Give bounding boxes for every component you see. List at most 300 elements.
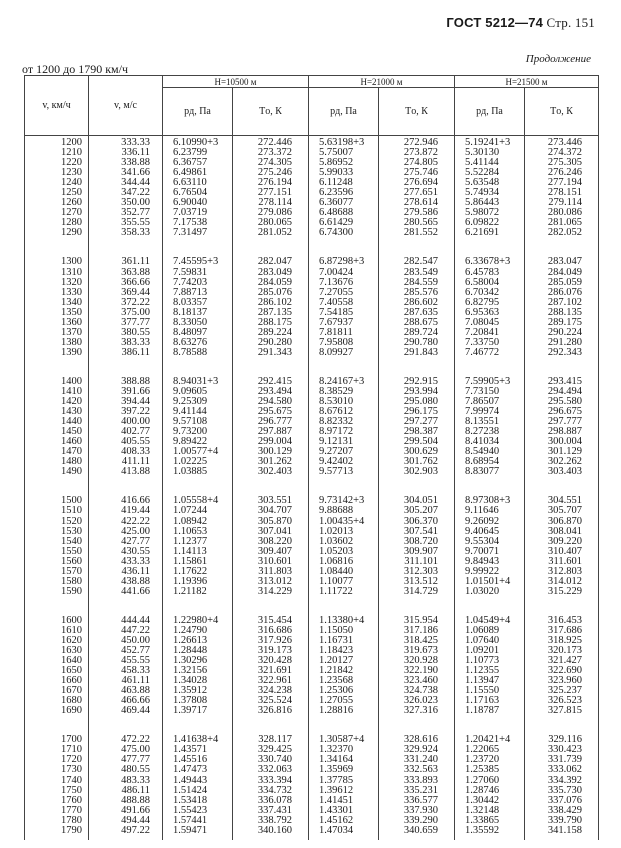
pressure-cell: 7.17538	[163, 218, 233, 228]
speed-kmh-cell: 1330	[25, 288, 89, 298]
speed-kmh-cell: 1600	[25, 616, 89, 626]
speed-kmh-cell: 1740	[25, 776, 89, 786]
pressure-cell: 1.18787	[455, 706, 525, 716]
temperature-cell: 321.427	[525, 656, 599, 666]
temperature-cell: 280.565	[379, 218, 455, 228]
speed-ms-cell: 408.33	[89, 447, 163, 457]
gap-cell	[525, 238, 599, 257]
pressure-cell: 6.63110	[163, 178, 233, 188]
pressure-cell: 6.70342	[455, 288, 525, 298]
pressure-cell: 1.43571	[163, 745, 233, 755]
speed-ms-cell: 463.88	[89, 686, 163, 696]
temperature-cell: 318.925	[525, 636, 599, 646]
speed-ms-cell: 491.66	[89, 806, 163, 816]
speed-kmh-cell: 1660	[25, 676, 89, 686]
table-row	[25, 168, 599, 178]
gap-cell	[25, 358, 89, 377]
speed-ms-cell: 363.88	[89, 268, 163, 278]
temperature-cell: 309.407	[233, 547, 309, 557]
temperature-cell: 302.403	[233, 467, 309, 477]
speed-ms-cell: 466.66	[89, 696, 163, 706]
table-row	[25, 397, 599, 407]
pressure-cell: 9.40645	[455, 527, 525, 537]
table-row	[25, 148, 599, 158]
pressure-cell: 1.37808	[163, 696, 233, 706]
pressure-cell: 1.15861	[163, 557, 233, 567]
pressure-cell: 1.21182	[163, 587, 233, 597]
table-row	[25, 506, 599, 516]
col-header-temperature: Tо, К	[525, 88, 599, 136]
speed-kmh-cell: 1340	[25, 298, 89, 308]
table-row	[25, 656, 599, 666]
speed-kmh-cell: 1700	[25, 735, 89, 745]
pressure-cell: 6.61429	[309, 218, 379, 228]
temperature-cell: 284.059	[233, 278, 309, 288]
table-row	[25, 328, 599, 338]
pressure-cell: 9.73142+3	[309, 496, 379, 506]
table-row	[25, 826, 599, 840]
pressure-cell: 1.43301	[309, 806, 379, 816]
pressure-cell: 5.41144	[455, 158, 525, 168]
speed-ms-cell: 497.22	[89, 826, 163, 840]
pressure-cell: 6.09822	[455, 218, 525, 228]
temperature-cell: 318.425	[379, 636, 455, 646]
pressure-cell: 9.84943	[455, 557, 525, 567]
pressure-cell: 1.03885	[163, 467, 233, 477]
pressure-cell: 8.33050	[163, 318, 233, 328]
pressure-cell: 1.04549+4	[455, 616, 525, 626]
speed-kmh-cell: 1280	[25, 218, 89, 228]
pressure-cell: 1.53418	[163, 796, 233, 806]
speed-kmh-cell: 1320	[25, 278, 89, 288]
speed-ms-cell: 400.00	[89, 417, 163, 427]
speed-ms-cell: 358.33	[89, 228, 163, 238]
pressure-cell: 1.23568	[309, 676, 379, 686]
col-header-v-ms: v, м/с	[89, 76, 163, 136]
pressure-cell: 6.82795	[455, 298, 525, 308]
pressure-cell: 9.88688	[309, 506, 379, 516]
table-row	[25, 676, 599, 686]
pressure-cell: 7.67937	[309, 318, 379, 328]
speed-kmh-cell: 1430	[25, 407, 89, 417]
temperature-cell: 333.893	[379, 776, 455, 786]
temperature-cell: 336.078	[233, 796, 309, 806]
speed-kmh-cell: 1680	[25, 696, 89, 706]
table-row	[25, 417, 599, 427]
pressure-cell: 8.83077	[455, 467, 525, 477]
table-row	[25, 786, 599, 796]
speed-ms-cell: 430.55	[89, 547, 163, 557]
gap-cell	[309, 477, 379, 496]
gap-cell	[163, 716, 233, 735]
gap-cell	[233, 358, 309, 377]
speed-ms-cell: 461.11	[89, 676, 163, 686]
speed-ms-cell: 469.44	[89, 706, 163, 716]
speed-ms-cell: 452.77	[89, 646, 163, 656]
temperature-cell: 282.047	[233, 257, 309, 267]
temperature-cell: 324.238	[233, 686, 309, 696]
temperature-cell: 338.792	[233, 816, 309, 826]
pressure-cell: 1.39717	[163, 706, 233, 716]
temperature-cell: 274.372	[525, 148, 599, 158]
temperature-cell: 294.494	[525, 387, 599, 397]
temperature-cell: 316.686	[233, 626, 309, 636]
pressure-cell: 5.99033	[309, 168, 379, 178]
pressure-cell: 6.49861	[163, 168, 233, 178]
pressure-cell: 1.20421+4	[455, 735, 525, 745]
table-row	[25, 387, 599, 397]
pressure-cell: 7.81811	[309, 328, 379, 338]
temperature-cell: 290.224	[525, 328, 599, 338]
speed-ms-cell: 450.00	[89, 636, 163, 646]
pressure-cell: 1.30442	[455, 796, 525, 806]
temperature-cell: 314.012	[525, 577, 599, 587]
pressure-cell: 1.35969	[309, 765, 379, 775]
speed-ms-cell: 419.44	[89, 506, 163, 516]
temperature-cell: 301.129	[525, 447, 599, 457]
table-row	[25, 776, 599, 786]
table-row	[25, 696, 599, 706]
speed-ms-cell: 436.11	[89, 567, 163, 577]
table-row	[25, 338, 599, 348]
temperature-cell: 311.101	[379, 557, 455, 567]
speed-kmh-cell: 1620	[25, 636, 89, 646]
temperature-cell: 279.114	[525, 198, 599, 208]
pressure-cell: 1.01501+4	[455, 577, 525, 587]
temperature-cell: 326.523	[525, 696, 599, 706]
temperature-cell: 289.724	[379, 328, 455, 338]
speed-kmh-cell: 1240	[25, 178, 89, 188]
temperature-cell: 292.915	[379, 377, 455, 387]
pressure-cell: 6.36757	[163, 158, 233, 168]
table-row	[25, 467, 599, 477]
temperature-cell: 305.707	[525, 506, 599, 516]
pressure-cell: 1.06089	[455, 626, 525, 636]
temperature-cell: 329.924	[379, 745, 455, 755]
pressure-cell: 9.42402	[309, 457, 379, 467]
pressure-cell: 5.63548	[455, 178, 525, 188]
temperature-cell: 300.129	[233, 447, 309, 457]
pressure-cell: 8.27238	[455, 427, 525, 437]
pressure-cell: 1.21842	[309, 666, 379, 676]
pressure-cell: 9.73200	[163, 427, 233, 437]
pressure-cell: 7.45595+3	[163, 257, 233, 267]
temperature-cell: 294.580	[233, 397, 309, 407]
gap-cell	[309, 358, 379, 377]
speed-kmh-cell: 1400	[25, 377, 89, 387]
temperature-cell: 289.224	[233, 328, 309, 338]
temperature-cell: 341.158	[525, 826, 599, 840]
gap-cell	[379, 238, 455, 257]
temperature-cell: 323.960	[525, 676, 599, 686]
pressure-cell: 6.74300	[309, 228, 379, 238]
temperature-cell: 331.240	[379, 755, 455, 765]
pressure-cell: 1.41451	[309, 796, 379, 806]
speed-kmh-cell: 1370	[25, 328, 89, 338]
temperature-cell: 317.186	[379, 626, 455, 636]
speed-kmh-cell: 1750	[25, 786, 89, 796]
temperature-cell: 281.552	[379, 228, 455, 238]
pressure-cell: 8.78588	[163, 348, 233, 358]
speed-ms-cell: 425.00	[89, 527, 163, 537]
table-row	[25, 616, 599, 626]
pressure-cell: 6.95363	[455, 308, 525, 318]
speed-kmh-cell: 1510	[25, 506, 89, 516]
speed-ms-cell: 380.55	[89, 328, 163, 338]
gap-cell	[163, 238, 233, 257]
speed-ms-cell: 372.22	[89, 298, 163, 308]
pressure-cell: 8.63276	[163, 338, 233, 348]
pressure-cell: 1.32370	[309, 745, 379, 755]
temperature-cell: 329.425	[233, 745, 309, 755]
gap-cell	[379, 716, 455, 735]
pressure-cell: 6.23596	[309, 188, 379, 198]
speed-ms-cell: 338.88	[89, 158, 163, 168]
speed-kmh-cell: 1650	[25, 666, 89, 676]
pressure-cell: 1.03020	[455, 587, 525, 597]
temperature-cell: 337.930	[379, 806, 455, 816]
temperature-cell: 307.541	[379, 527, 455, 537]
pressure-cell: 8.68954	[455, 457, 525, 467]
speed-kmh-cell: 1640	[25, 656, 89, 666]
pressure-cell: 1.17622	[163, 567, 233, 577]
pressure-cell: 7.99974	[455, 407, 525, 417]
pressure-cell: 7.59831	[163, 268, 233, 278]
speed-kmh-cell: 1550	[25, 547, 89, 557]
temperature-cell: 281.065	[525, 218, 599, 228]
pressure-cell: 5.63198+3	[309, 136, 379, 149]
speed-kmh-cell: 1560	[25, 557, 89, 567]
speed-ms-cell: 394.44	[89, 397, 163, 407]
pressure-cell: 1.22980+4	[163, 616, 233, 626]
pressure-cell: 6.48688	[309, 208, 379, 218]
pressure-cell: 1.12355	[455, 666, 525, 676]
temperature-cell: 321.691	[233, 666, 309, 676]
temperature-cell: 293.415	[525, 377, 599, 387]
temperature-cell: 280.086	[525, 208, 599, 218]
speed-range-label: от 1200 до 1790 км/ч	[22, 62, 128, 76]
temperature-cell: 322.690	[525, 666, 599, 676]
pressure-cell: 7.13676	[309, 278, 379, 288]
temperature-cell: 339.290	[379, 816, 455, 826]
temperature-cell: 340.160	[233, 826, 309, 840]
speed-ms-cell: 433.33	[89, 557, 163, 567]
temperature-cell: 320.928	[379, 656, 455, 666]
speed-kmh-cell: 1200	[25, 136, 89, 149]
pressure-cell: 1.15550	[455, 686, 525, 696]
group-header-3: H=21500 м	[455, 76, 599, 88]
temperature-cell: 309.907	[379, 547, 455, 557]
speed-ms-cell: 472.22	[89, 735, 163, 745]
speed-kmh-cell: 1760	[25, 796, 89, 806]
col-header-v-kmh: v, км/ч	[25, 76, 89, 136]
col-header-temperature: Tо, К	[379, 88, 455, 136]
temperature-cell: 284.049	[525, 268, 599, 278]
pressure-cell: 8.09927	[309, 348, 379, 358]
temperature-cell: 277.651	[379, 188, 455, 198]
temperature-cell: 339.790	[525, 816, 599, 826]
speed-kmh-cell: 1460	[25, 437, 89, 447]
temperature-cell: 284.559	[379, 278, 455, 288]
table-row	[25, 706, 599, 716]
temperature-cell: 273.872	[379, 148, 455, 158]
pressure-cell: 1.27060	[455, 776, 525, 786]
gap-cell	[309, 238, 379, 257]
pressure-cell: 8.38529	[309, 387, 379, 397]
pressure-cell: 1.10773	[455, 656, 525, 666]
gap-cell	[309, 716, 379, 735]
temperature-cell: 290.780	[379, 338, 455, 348]
temperature-cell: 283.049	[233, 268, 309, 278]
standard-number: ГОСТ 5212—74	[446, 15, 544, 30]
speed-ms-cell: 347.22	[89, 188, 163, 198]
speed-ms-cell: 494.44	[89, 816, 163, 826]
temperature-cell: 315.229	[525, 587, 599, 597]
pressure-cell: 7.54185	[309, 308, 379, 318]
pressure-cell: 9.25309	[163, 397, 233, 407]
speed-kmh-cell: 1410	[25, 387, 89, 397]
pressure-cell: 8.54940	[455, 447, 525, 457]
speed-kmh-cell: 1500	[25, 496, 89, 506]
temperature-cell: 292.343	[525, 348, 599, 358]
speed-kmh-cell: 1310	[25, 268, 89, 278]
temperature-cell: 308.041	[525, 527, 599, 537]
pressure-cell: 1.35912	[163, 686, 233, 696]
temperature-cell: 277.194	[525, 178, 599, 188]
temperature-cell: 299.004	[233, 437, 309, 447]
temperature-cell: 330.740	[233, 755, 309, 765]
speed-ms-cell: 405.55	[89, 437, 163, 447]
speed-ms-cell: 416.66	[89, 496, 163, 506]
table-row	[25, 745, 599, 755]
speed-kmh-cell: 1780	[25, 816, 89, 826]
table-row	[25, 557, 599, 567]
pressure-cell: 1.06816	[309, 557, 379, 567]
pressure-cell: 1.08440	[309, 567, 379, 577]
speed-kmh-cell: 1690	[25, 706, 89, 716]
table-row	[25, 567, 599, 577]
pressure-cell: 1.13947	[455, 676, 525, 686]
temperature-cell: 306.870	[525, 517, 599, 527]
table-gap-row	[25, 597, 599, 616]
temperature-cell: 314.729	[379, 587, 455, 597]
pressure-cell: 1.47473	[163, 765, 233, 775]
table-row	[25, 257, 599, 267]
pressure-cell: 1.30587+4	[309, 735, 379, 745]
gap-cell	[233, 716, 309, 735]
temperature-cell: 273.446	[525, 136, 599, 149]
pressure-cell: 1.35592	[455, 826, 525, 840]
pressure-cell: 1.33865	[455, 816, 525, 826]
pressure-cell: 8.97172	[309, 427, 379, 437]
temperature-cell: 331.739	[525, 755, 599, 765]
group-header-2: H=21000 м	[309, 76, 455, 88]
pressure-cell: 8.94031+3	[163, 377, 233, 387]
speed-ms-cell: 391.66	[89, 387, 163, 397]
pressure-cell: 1.05558+4	[163, 496, 233, 506]
pressure-cell: 1.14113	[163, 547, 233, 557]
speed-kmh-cell: 1540	[25, 537, 89, 547]
temperature-cell: 334.392	[525, 776, 599, 786]
speed-kmh-cell: 1670	[25, 686, 89, 696]
pressure-cell: 1.32156	[163, 666, 233, 676]
pressure-cell: 7.00424	[309, 268, 379, 278]
pressure-cell: 7.20841	[455, 328, 525, 338]
temperature-cell: 297.887	[233, 427, 309, 437]
pressure-cell: 5.52284	[455, 168, 525, 178]
speed-kmh-cell: 1300	[25, 257, 89, 267]
temperature-cell: 276.694	[379, 178, 455, 188]
speed-ms-cell: 386.11	[89, 348, 163, 358]
pressure-cell: 6.76504	[163, 188, 233, 198]
pressure-cell: 5.30130	[455, 148, 525, 158]
pressure-cell: 1.05203	[309, 547, 379, 557]
pressure-cell: 1.10077	[309, 577, 379, 587]
temperature-cell: 330.423	[525, 745, 599, 755]
temperature-cell: 311.803	[233, 567, 309, 577]
speed-ms-cell: 441.66	[89, 587, 163, 597]
speed-ms-cell: 350.00	[89, 198, 163, 208]
temperature-cell: 286.076	[525, 288, 599, 298]
speed-ms-cell: 413.88	[89, 467, 163, 477]
col-header-temperature: Tо, К	[233, 88, 309, 136]
pressure-cell: 7.73150	[455, 387, 525, 397]
pressure-cell: 8.03357	[163, 298, 233, 308]
pressure-cell: 1.23720	[455, 755, 525, 765]
pressure-cell: 9.89422	[163, 437, 233, 447]
temperature-cell: 310.601	[233, 557, 309, 567]
pressure-cell: 6.87298+3	[309, 257, 379, 267]
table-row	[25, 198, 599, 208]
speed-kmh-cell: 1730	[25, 765, 89, 775]
speed-ms-cell: 444.44	[89, 616, 163, 626]
table-row	[25, 228, 599, 238]
temperature-cell: 311.601	[525, 557, 599, 567]
gap-cell	[89, 597, 163, 616]
pressure-cell: 1.45162	[309, 816, 379, 826]
temperature-cell: 308.720	[379, 537, 455, 547]
temperature-cell: 277.151	[233, 188, 309, 198]
table-row	[25, 288, 599, 298]
pressure-cell: 9.11646	[455, 506, 525, 516]
temperature-cell: 291.843	[379, 348, 455, 358]
temperature-cell: 298.387	[379, 427, 455, 437]
speed-kmh-cell: 1360	[25, 318, 89, 328]
pressure-cell: 8.41034	[455, 437, 525, 447]
temperature-cell: 324.738	[379, 686, 455, 696]
pressure-cell: 7.33750	[455, 338, 525, 348]
temperature-cell: 275.305	[525, 158, 599, 168]
temperature-cell: 325.524	[233, 696, 309, 706]
table-row	[25, 537, 599, 547]
temperature-cell: 285.076	[233, 288, 309, 298]
temperature-cell: 303.551	[233, 496, 309, 506]
pressure-cell: 7.86507	[455, 397, 525, 407]
pressure-cell: 1.28448	[163, 646, 233, 656]
temperature-cell: 287.135	[233, 308, 309, 318]
gap-cell	[25, 238, 89, 257]
table-row	[25, 208, 599, 218]
table-row	[25, 437, 599, 447]
pressure-cell: 9.57713	[309, 467, 379, 477]
speed-ms-cell: 352.77	[89, 208, 163, 218]
temperature-cell: 282.547	[379, 257, 455, 267]
pressure-cell: 8.48097	[163, 328, 233, 338]
gap-cell	[233, 477, 309, 496]
speed-ms-cell: 488.88	[89, 796, 163, 806]
pressure-cell: 1.26613	[163, 636, 233, 646]
table-row	[25, 735, 599, 745]
